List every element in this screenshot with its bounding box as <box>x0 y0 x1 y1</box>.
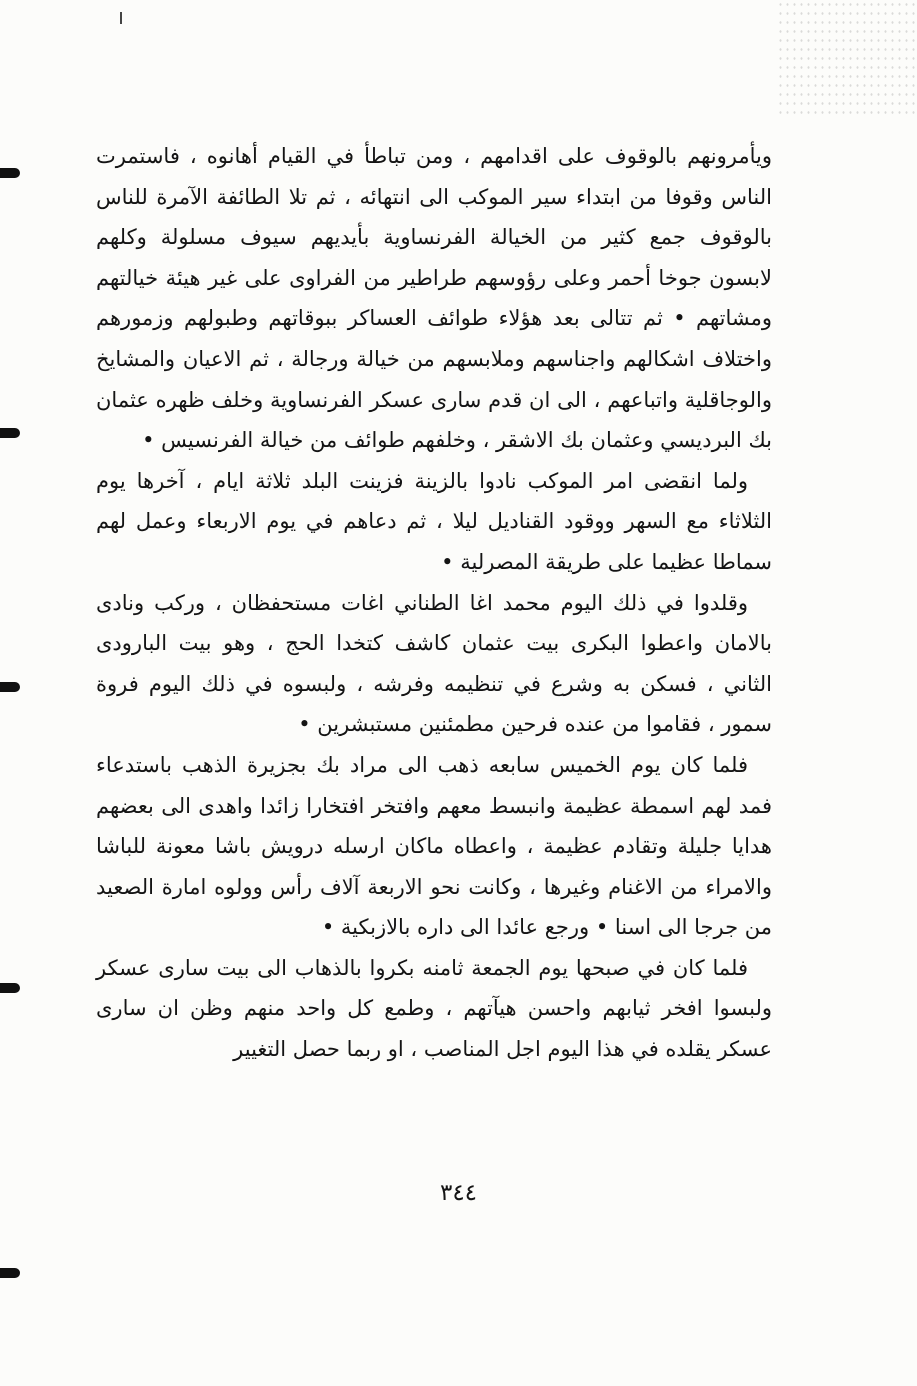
binding-mark <box>0 983 20 993</box>
binding-mark <box>0 682 20 692</box>
binding-mark <box>0 1268 20 1278</box>
binding-mark <box>0 428 20 438</box>
paragraph: ويأمرونهم بالوقوف على اقدامهم ، ومن تباطأ في القيام أهانوه ، فاستمرت الناس وقوفا من ابتداء سير الموكب الى انتهائه ، ثم تلا الطائفة الآمرة للناس بالوقوف جمع كثير من الخيالة الفرنساوية بأيديهم سيوف مسلولة وكلهم لابسون جوخا أحمر وعلى رؤوسهم طراطير من الفراوى على غير هيئة خيالتهم ومشاتهم • ثم تتالى بعد هؤلاء طوائف العساكر ببوقاتهم وطبولهم وزمورهم واختلاف اشكالهم واجناسهم وملابسهم من خيالة ورجالة ، ثم الاعيان والمشايخ والوجاقلية واتباعهم ، الى ان قدم سارى عسكر الفرنساوية وخلف ظهره عثمان بك البرديسي وعثمان بك الاشقر ، وخلفهم طوائف من خيالة الفرنسيس • <box>96 144 772 453</box>
binding-mark <box>0 168 20 178</box>
paragraph: فلما كان في صبحها يوم الجمعة ثامنه بكروا بالذهاب الى بيت سارى عسكر ولبسوا افخر ثيابهم واحسن هيآتهم ، وطمع كل واحد منهم وظن ان سارى عسكر يقلده في هذا اليوم اجل المناصب ، او ربما حصل التغيير <box>96 955 772 1062</box>
paragraph: وقلدوا في ذلك اليوم محمد اغا الطناني اغات مستحفظان ، وركب ونادى بالامان واعطوا البكرى بيت عثمان كاشف كتخدا الحج ، وهو بيت البارودى الثاني ، فسكن به وشرع في تنظيمه وفرشه ، ولبسوه في ذلك اليوم فروة سمور ، فقاموا من عنده فرحين مطمئنين مستبشرين • <box>96 590 772 737</box>
paragraph: فلما كان يوم الخميس سابعه ذهب الى مراد بك بجزيرة الذهب باستدعاء فمد لهم اسمطة عظيمة وانبسط معهم وافتخر افتخارا زائدا واهدى الى بعضهم هدايا جليلة وتقادم عظيمة ، واعطاه ماكان ارسله درويش باشا معونة للباشا والامراء من الاغنام وغيرها ، وكانت نحو الاربعة آلاف رأس وولوه امارة الصعيد من جرجا الى اسنا • ورجع عائدا الى داره بالازبكية • <box>96 752 772 940</box>
top-ink-mark <box>120 12 122 24</box>
paragraph: ولما انقضى امر الموكب نادوا بالزينة فزينت البلد ثلاثة ايام ، آخرها يوم الثلاثاء مع السهر ووقود القناديل ليلا ، ثم دعاهم في يوم الاربعاء وعمل لهم سماطا عظيما على طريقة المصرلية • <box>96 468 772 574</box>
page-number: ٣٤٤ <box>439 1180 478 1206</box>
paper-speckle <box>777 0 917 120</box>
body-text <box>96 136 772 1070</box>
